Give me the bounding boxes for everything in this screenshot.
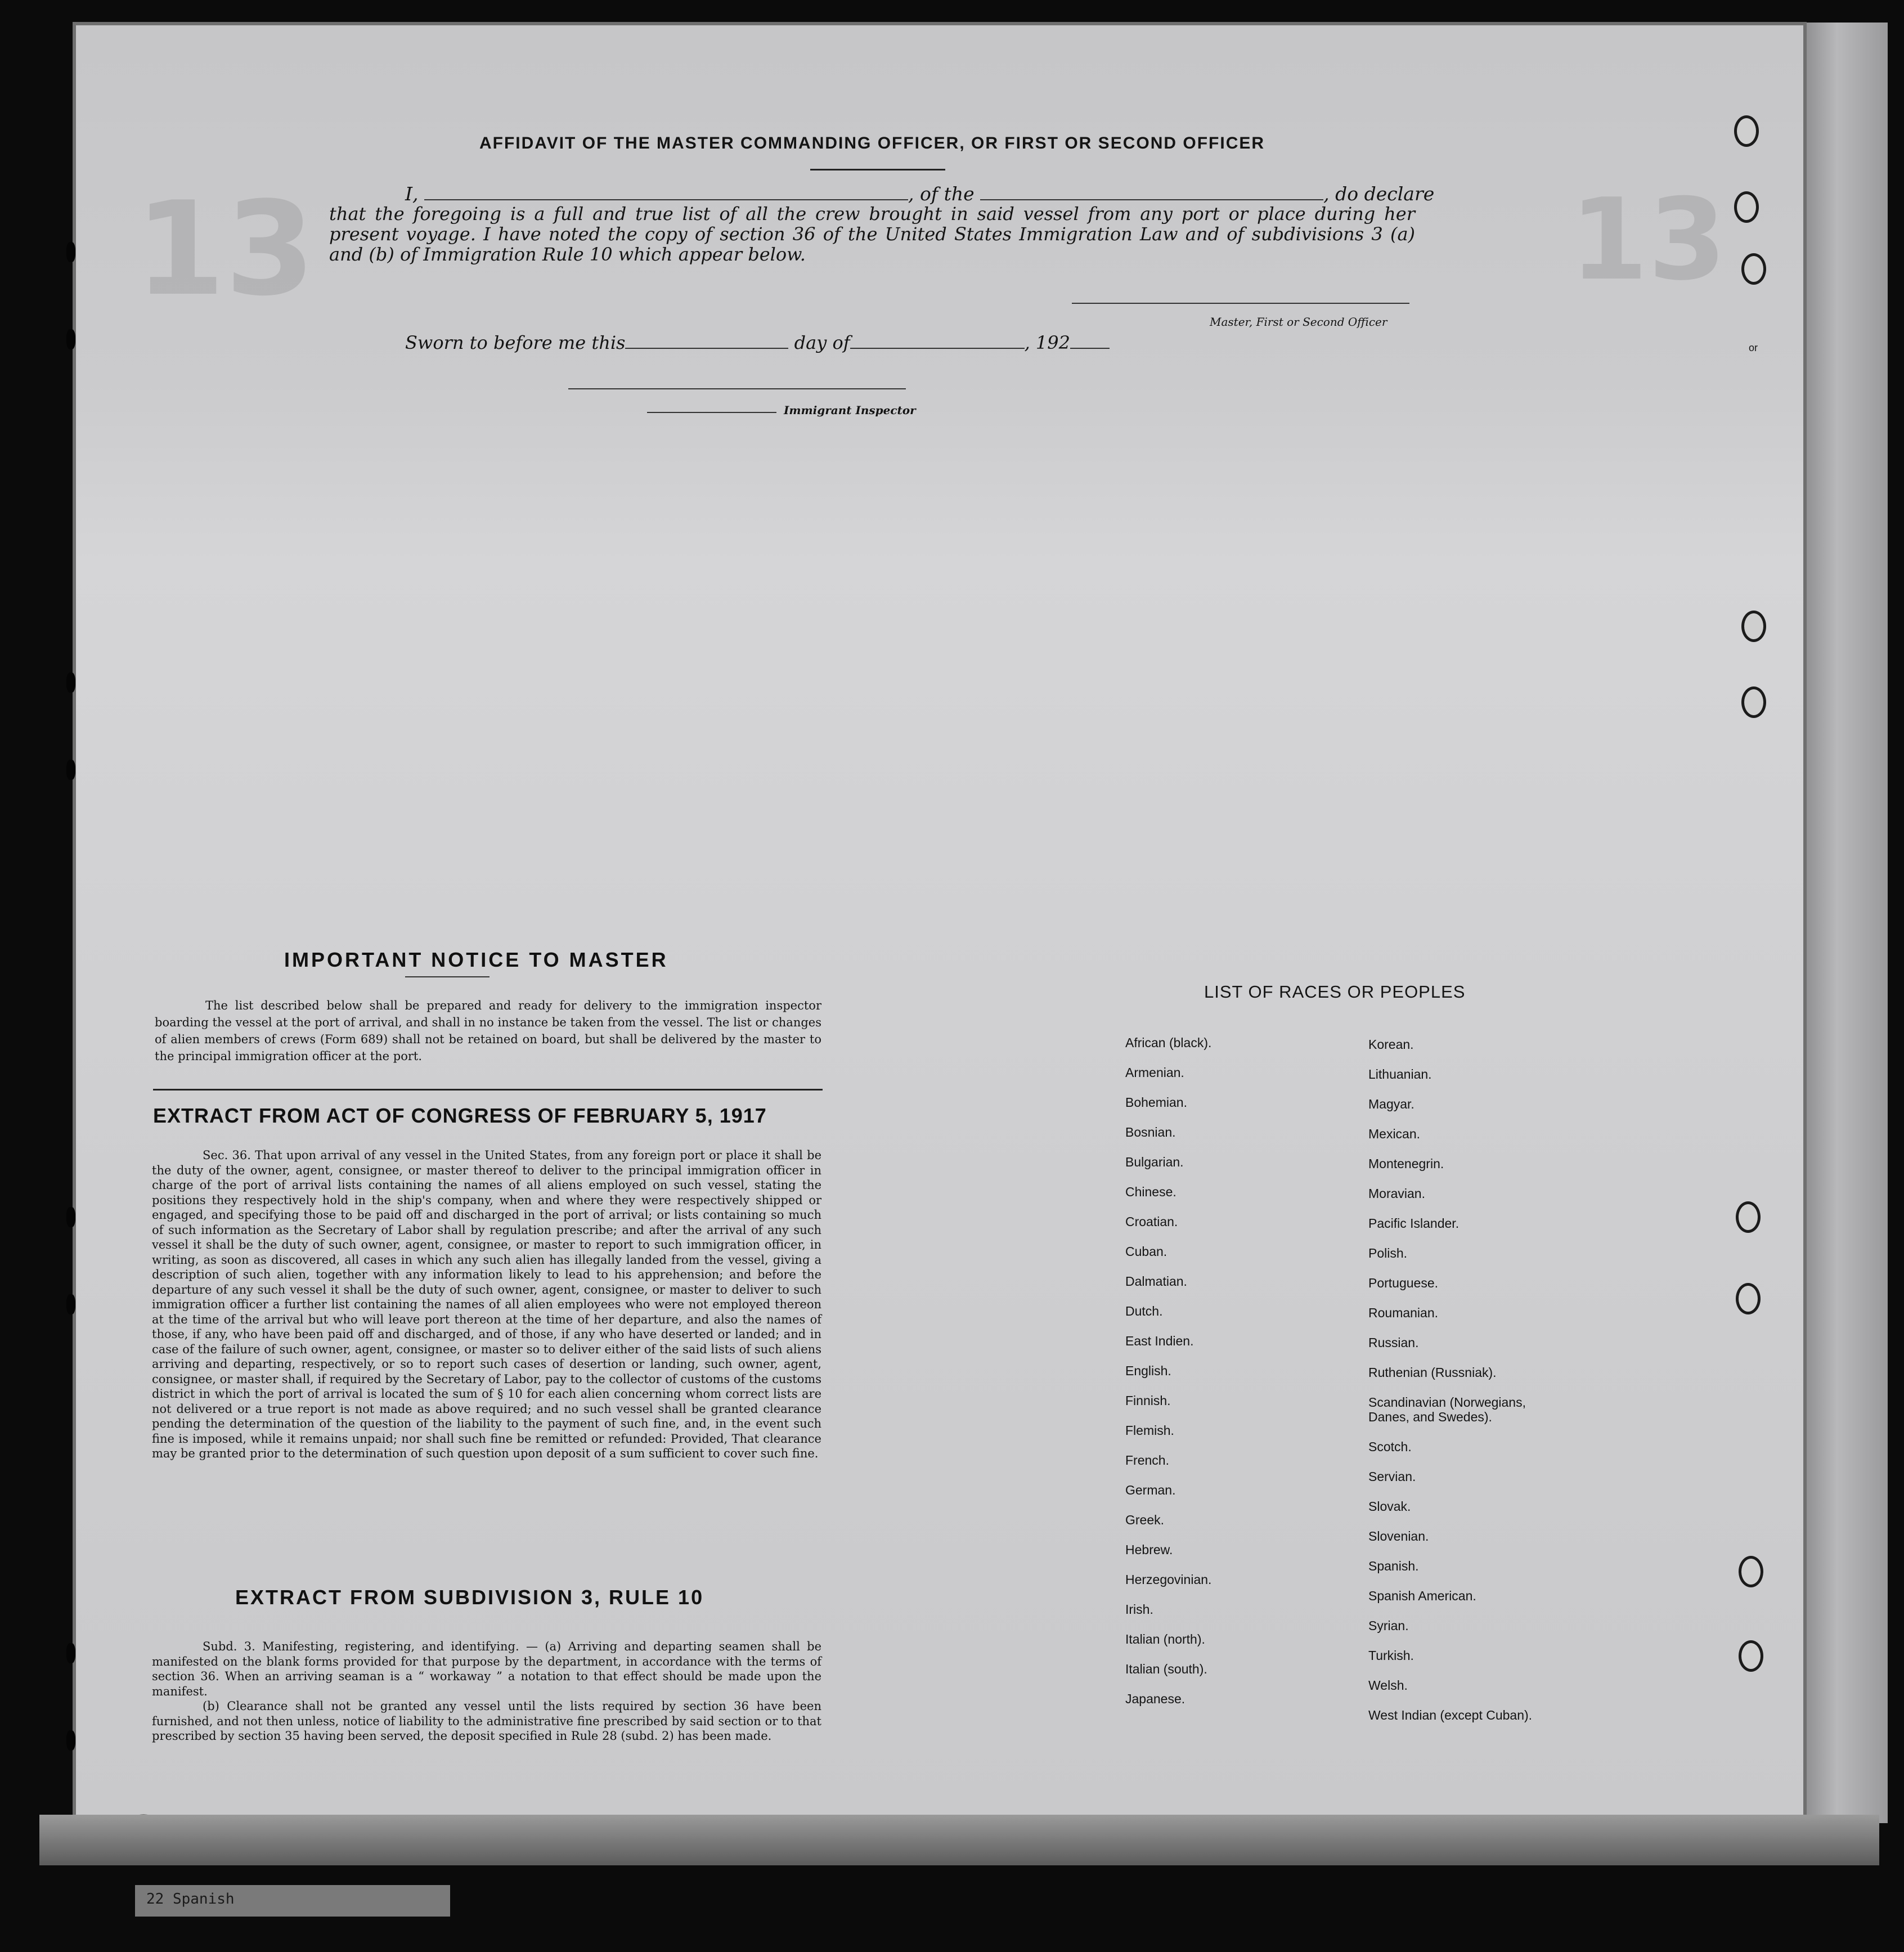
race-item: Flemish.	[1125, 1423, 1174, 1438]
race-item: Spanish American.	[1368, 1588, 1476, 1603]
race-item: Armenian.	[1125, 1065, 1184, 1080]
race-item: Roumanian.	[1368, 1305, 1439, 1320]
race-item: German.	[1125, 1483, 1176, 1497]
race-item: Portuguese.	[1368, 1276, 1439, 1290]
rule-paragraph-b: (b) Clearance shall not be granted any vessel until the lists required by section 36 have been furnished, and not then unless, notice of liability to the administrative fine prescribed by said section or to that prescribed by section 35 having been served, the deposit specified in Rule 28 (subd. 2) has been made.	[152, 1699, 821, 1743]
race-item: Montenegrin.	[1368, 1156, 1444, 1171]
inspector-signature-line[interactable]	[568, 388, 906, 389]
race-item: Dalmatian.	[1125, 1274, 1187, 1289]
ring-hole	[1741, 611, 1766, 642]
race-item: Scotch.	[1368, 1439, 1412, 1454]
race-item: Spanish.	[1368, 1559, 1419, 1573]
inspector-label-rule	[647, 412, 776, 413]
ring-hole	[1734, 191, 1759, 223]
title-underline	[810, 169, 945, 170]
races-left-column	[1125, 1035, 1211, 1721]
binder-punch	[66, 242, 75, 262]
sworn-day-of: day of	[794, 332, 850, 353]
races-right-column	[1368, 1037, 1548, 1738]
affidavit-of-the: , of the	[908, 183, 975, 205]
race-item: Finnish.	[1125, 1393, 1171, 1408]
race-item: West Indian (except Cuban).	[1368, 1708, 1533, 1722]
race-item: Italian (north).	[1125, 1632, 1205, 1646]
underlying-page-edge	[1803, 23, 1888, 1823]
act-body: Sec. 36. That upon arrival of any vessel in the United States, from any foreign port or place it shall be the duty of the owner, agent, consignee, or master thereof to deliver to the principal immigration officer in charge of the port of arrival lists containing the names of all aliens employed on such vessel, stating the positions they respectively hold in the ship's company, when and where they were respectively shipped or engaged, and specifying those to be paid off and discharged in the port of arrival; or lists containing so much of such information as the Secretary of Labor shall by regulation prescribe; and after the arrival of any such vessel it shall be the duty of such owner, agent, consignee, or master to report to such immigration officer, in writing, as soon as discovered, all cases in which any such alien has illegally landed from the vessel, giving a description of such alien, together with any information likely to lead to his apprehension; and before the departure of any such vessel it shall be the duty of such owner, agent, consignee, or master to deliver to such immigration officer a further list containing the names of all alien employees who were not employed thereon at the time of the arrival but who will leave port thereon at the time of her departure, and also the names of those, if any, who have been paid off and discharged, and of those, if any who have deserted or landed; and in case of the failure of such owner, agent, consignee, or master so to deliver either of the said lists of such aliens arriving and departing, respectively, or so to report such cases of desertion or landing, such owner, agent, consignee, or master shall, if required by the Secretary of Labor, pay to the collector of customs of the customs district in which the port of arrival is located the sum of § 10 for each alien concerning whom correct lists are not delivered or a true report is not made as above required; and no such vessel shall be granted clearance pending the determination of the question of the liability to the payment of such fine, and, in the event such fine is imposed, while it remains unpaid; nor shall such fine be remitted or refunded: Provided, That clearance may be granted prior to the determination of such question upon deposit of a sum sufficient to cover such fine.	[152, 1148, 821, 1460]
race-item: Chinese.	[1125, 1184, 1176, 1199]
race-item: Korean.	[1368, 1037, 1414, 1052]
race-item: Lithuanian.	[1368, 1067, 1432, 1082]
race-item: Slovak.	[1368, 1499, 1411, 1514]
ring-hole	[1741, 253, 1766, 285]
race-item: Servian.	[1368, 1469, 1416, 1484]
race-item: Slovenian.	[1368, 1529, 1429, 1543]
affidavit-declaration-line	[405, 183, 1434, 205]
act-title: EXTRACT FROM ACT OF CONGRESS OF FEBRUARY 5, 1917	[153, 1104, 767, 1127]
race-item: Russian.	[1368, 1335, 1419, 1350]
race-item: French.	[1125, 1453, 1169, 1468]
affidavit-body: that the foregoing is a full and true list of all the crew brought in said vessel from any port or place during her present voyage. I have noted the copy of section 36 of the United States Immigration Law and of subdivisions 3 (a) and (b) of Immigration Rule 10 which appear below.	[329, 203, 1415, 265]
race-item: East Indien.	[1125, 1334, 1194, 1348]
ring-hole	[1739, 1556, 1763, 1587]
ring-hole	[1739, 1640, 1763, 1672]
race-item: Irish.	[1125, 1602, 1153, 1617]
race-item: English.	[1125, 1363, 1171, 1378]
binder-punch	[66, 329, 75, 349]
section-divider	[153, 1089, 823, 1091]
rule-body	[152, 1639, 821, 1744]
race-item: Herzegovinian.	[1125, 1572, 1212, 1587]
bleedthrough-number: 13	[1570, 174, 1727, 306]
race-item: Croatian.	[1125, 1214, 1178, 1229]
ring-hole	[1736, 1201, 1761, 1233]
affidavit-title: AFFIDAVIT OF THE MASTER COMMANDING OFFICER, OR FIRST OR SECOND OFFICER	[479, 134, 1265, 152]
race-item: Syrian.	[1368, 1618, 1409, 1633]
race-item: Magyar.	[1368, 1097, 1414, 1111]
race-item: Hebrew.	[1125, 1542, 1173, 1557]
binder-punch	[66, 1207, 75, 1227]
sworn-day-blank[interactable]	[625, 348, 788, 349]
signature-line[interactable]	[1072, 303, 1409, 304]
affidavit-i: I,	[405, 183, 419, 205]
race-item: African (black).	[1125, 1035, 1212, 1050]
sworn-line	[405, 332, 1110, 353]
notice-body: The list described below shall be prepared and ready for delivery to the immigration inspector boarding the vessel at the port of arrival, and shall in no instance be taken from the vessel. The list or changes of alien members of crews (Form 689) shall not be retained on board, but shall be delivered by the master to the principal immigration officer at the port.	[155, 999, 821, 1063]
race-item: Pacific Islander.	[1368, 1216, 1460, 1231]
race-item: Cuban.	[1125, 1244, 1167, 1259]
sworn-month-blank[interactable]	[850, 348, 1025, 349]
binder-punch	[66, 1294, 75, 1314]
ring-hole	[1736, 1283, 1761, 1314]
vessel-blank[interactable]	[980, 199, 1323, 200]
inspector-label: Immigrant Inspector	[784, 403, 916, 417]
race-item: Dutch.	[1125, 1304, 1163, 1318]
sworn-year-blank[interactable]	[1070, 348, 1110, 349]
race-item: Bosnian.	[1125, 1125, 1176, 1139]
race-item: Ruthenian (Russniak).	[1368, 1365, 1497, 1380]
sworn-year: , 192	[1024, 332, 1070, 353]
race-item: Scandinavian (Norwegians, Danes, and Swedes).	[1368, 1395, 1526, 1424]
binder-punch	[66, 760, 75, 780]
name-blank[interactable]	[424, 199, 908, 200]
ring-hole	[1734, 115, 1759, 147]
binder-punch	[66, 1730, 75, 1751]
race-item: Bulgarian.	[1125, 1155, 1184, 1169]
race-item: Italian (south).	[1125, 1662, 1207, 1676]
affidavit-declare: , do declare	[1323, 183, 1435, 205]
races-title: LIST OF RACES OR PEOPLES	[1204, 982, 1466, 1002]
margin-mark: or	[1749, 342, 1758, 353]
race-item: Mexican.	[1368, 1127, 1421, 1141]
ring-hole	[1741, 686, 1766, 718]
bleedthrough-number: 13	[135, 174, 316, 325]
signature-label: Master, First or Second Officer	[1210, 315, 1387, 329]
rule-title: EXTRACT FROM SUBDIVISION 3, RULE 10	[235, 1586, 704, 1609]
race-item: Polish.	[1368, 1246, 1408, 1260]
race-item: Japanese.	[1125, 1691, 1185, 1706]
race-item: Turkish.	[1368, 1648, 1414, 1663]
race-item: Welsh.	[1368, 1678, 1408, 1693]
bottom-underlying-label: 22 Spanish	[135, 1885, 450, 1917]
race-item: Greek.	[1125, 1513, 1165, 1527]
binder-punch	[66, 672, 75, 693]
race-item: Moravian.	[1368, 1186, 1425, 1201]
bottom-page-strip	[39, 1815, 1879, 1865]
notice-title: IMPORTANT NOTICE TO MASTER	[284, 948, 668, 971]
rule-paragraph-a: Subd. 3. Manifesting, registering, and identifying. — (a) Arriving and departing seamen shall be manifested on the blank forms provided for that purpose by the department, in accordance with the terms of section 36. When an arriving seaman is a “ workaway ” a notation to that effect should be made upon the manifest.	[152, 1640, 821, 1698]
binder-punch	[66, 1643, 75, 1663]
race-item: Bohemian.	[1125, 1095, 1187, 1110]
sworn-text: Sworn to before me this	[405, 332, 626, 353]
notice-underline	[405, 976, 490, 977]
